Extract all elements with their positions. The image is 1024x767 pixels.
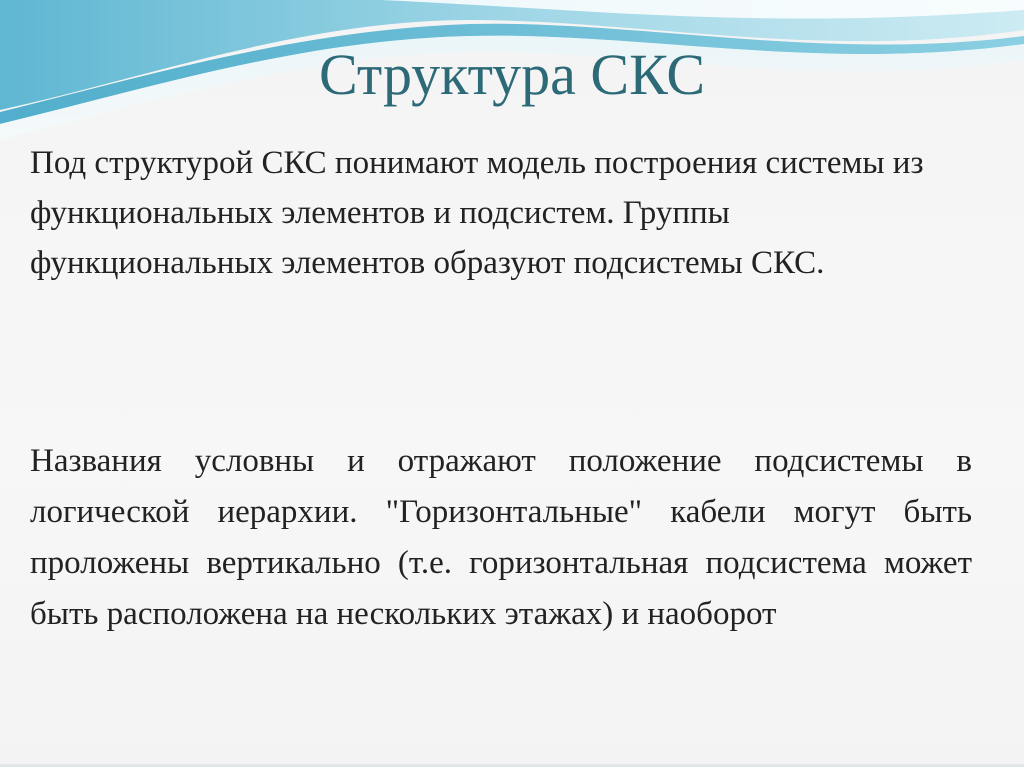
slide-body <box>30 138 972 632</box>
slide-title: Структура СКС <box>318 42 706 107</box>
paragraph-names: Названия условны и отражают положение подсистемы в логической иерархии. "Горизонтальные" кабели могут быть проложены вертикально (т.е. горизонтальная подсистема может быть расположена на нескольких этажах) и наоборот <box>30 443 972 632</box>
paragraph-definition: Под структурой СКС понимают модель построения системы из функциональных элементов и подсистем. Группы функциональных элементов образуют подсистемы СКС. <box>30 145 924 281</box>
